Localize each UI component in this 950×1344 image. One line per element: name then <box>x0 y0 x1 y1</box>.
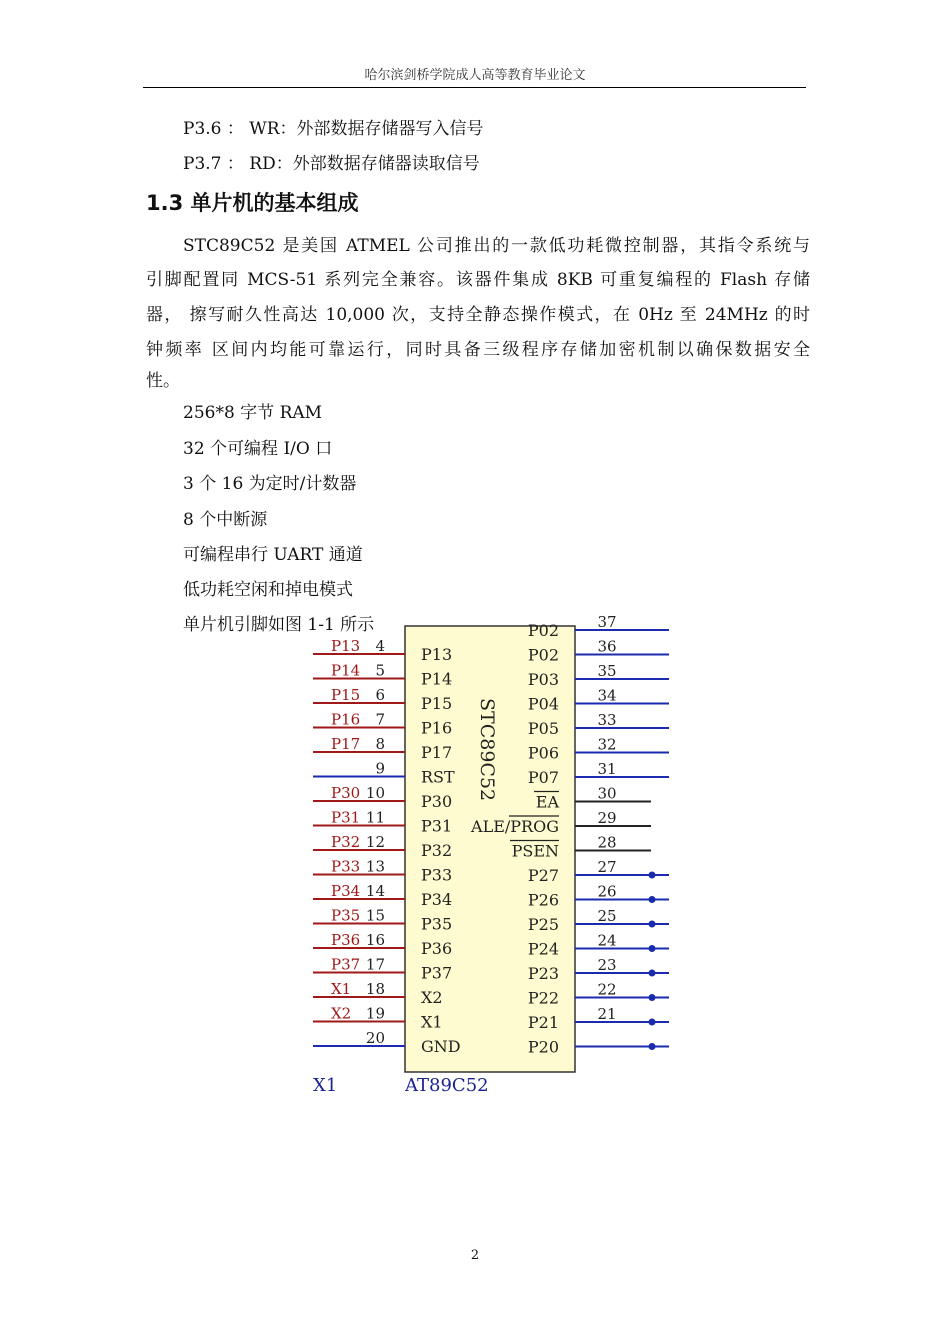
pin-name: P25 <box>527 915 559 934</box>
net-label: P37 <box>331 955 361 974</box>
pin-name: P22 <box>527 988 559 1008</box>
port-line-p36: P3.6 ： WR：外部数据存储器写入信号 <box>183 119 484 139</box>
paragraph-line: 钟频率 区间内均能可靠运行，同时具备三级程序存储加密机制以确保数据安全 <box>146 340 810 360</box>
net-label: P30 <box>331 784 361 802</box>
chip-vertical-name: STC89C52 <box>476 698 498 802</box>
pin-name: P13 <box>421 645 453 664</box>
net-label: P17 <box>331 735 361 753</box>
pin-number: 11 <box>365 808 385 827</box>
net-label: P14 <box>331 661 361 680</box>
pin-name: P31 <box>421 816 453 836</box>
chip-pinout-figure <box>303 613 673 1096</box>
paragraph-line: 引脚配置同 MCS-51 系列完全兼容。该器件集成 8KB 可重复编程的 Flash 存储 <box>146 270 810 290</box>
pin-number: 6 <box>375 686 385 704</box>
pin-number: 8 <box>375 735 385 753</box>
pin-number: 12 <box>365 833 385 851</box>
pin-name: ALE/PROG <box>471 817 559 836</box>
net-label: P32 <box>331 833 361 851</box>
figure-caption: 单片机引脚如图 1-1 所示 <box>183 615 375 635</box>
pin-number: 33 <box>597 711 617 729</box>
pin-name: P34 <box>421 890 453 909</box>
pin-number: 32 <box>597 735 617 754</box>
pin-name: X1 <box>421 1012 443 1032</box>
pin-name: GND <box>421 1037 461 1056</box>
pin-number: 36 <box>597 637 617 656</box>
pin-name: P07 <box>527 768 559 787</box>
header-divider <box>143 87 806 88</box>
chip-pinout-svg <box>303 613 673 1096</box>
pin-number: 20 <box>365 1029 385 1047</box>
pin-number: 26 <box>597 882 617 901</box>
pin-number: 10 <box>365 784 385 802</box>
pin-name: P21 <box>527 1013 559 1032</box>
junction-dot <box>649 1043 656 1050</box>
pin-name: P17 <box>421 743 453 762</box>
pin-number: 35 <box>597 662 617 680</box>
right-pin <box>528 1038 669 1057</box>
pin-name: P15 <box>421 694 453 713</box>
pin-number: 7 <box>375 710 385 729</box>
pin-number: 22 <box>597 980 617 999</box>
pin-name: RST <box>421 767 455 787</box>
pin-number: 19 <box>365 1004 385 1023</box>
pin-name: P02 <box>527 621 559 640</box>
pin-name: P27 <box>527 866 559 885</box>
pin-name: P06 <box>527 743 559 763</box>
net-label: P36 <box>331 931 361 949</box>
pin-name: P05 <box>527 719 559 738</box>
pin-number: 31 <box>597 760 617 778</box>
net-label: P31 <box>331 808 361 827</box>
junction-dot <box>649 872 656 879</box>
pin-number: 27 <box>597 858 617 876</box>
pin-name: P20 <box>527 1037 559 1057</box>
junction-dot <box>649 921 656 928</box>
pin-number: 30 <box>597 784 617 803</box>
feature-item: 8 个中断源 <box>183 510 268 530</box>
pin-number: 17 <box>365 955 385 974</box>
pin-number: 37 <box>597 613 617 631</box>
net-label: P33 <box>331 857 361 876</box>
feature-item: 可编程串行 UART 通道 <box>183 545 363 565</box>
pin-name: P35 <box>421 914 453 934</box>
net-label: X1 <box>331 980 352 998</box>
pin-name: P16 <box>421 718 453 738</box>
pin-name: P03 <box>527 670 559 689</box>
net-label: P35 <box>331 906 361 925</box>
feature-item: 3 个 16 为定时/计数器 <box>183 474 357 494</box>
net-label: P13 <box>331 637 361 655</box>
pin-number: 5 <box>375 661 385 680</box>
pin-name: X2 <box>421 988 443 1007</box>
pin-number: 18 <box>365 980 385 998</box>
pin-name: P36 <box>421 939 453 958</box>
pin-number: 4 <box>375 637 385 655</box>
junction-dot <box>649 896 656 903</box>
net-label: P15 <box>331 686 361 704</box>
pin-name: P26 <box>527 890 559 910</box>
part-label: AT89C52 <box>405 1075 489 1096</box>
pin-number: 15 <box>365 906 385 925</box>
pin-name: P23 <box>527 964 559 983</box>
pin-name: PSEN <box>511 841 559 861</box>
paragraph-line: 性。 <box>146 371 180 391</box>
pin-number: 21 <box>597 1005 617 1023</box>
pin-number: 25 <box>597 907 617 925</box>
pin-number: 14 <box>365 882 385 900</box>
port-line-p37: P3.7 ： RD：外部数据存储器读取信号 <box>183 154 480 174</box>
paragraph-line: 器， 擦写耐久性高达 10,000 次，支持全静态操作模式，在 0Hz 至 24MHz 的时 <box>146 305 810 325</box>
pin-number: 29 <box>597 809 617 827</box>
feature-item: 低功耗空闲和掉电模式 <box>183 580 353 600</box>
junction-dot <box>649 945 656 952</box>
page-header: 哈尔滨剑桥学院成人高等教育毕业论文 <box>364 68 586 83</box>
feature-item: 256*8 字节 RAM <box>183 403 323 423</box>
pin-name: EA <box>535 792 559 812</box>
pin-number: 13 <box>365 857 385 876</box>
pin-number: 28 <box>597 833 617 852</box>
pin-name: P14 <box>421 669 453 689</box>
pin-number: 16 <box>365 931 385 949</box>
right-pin <box>528 613 669 640</box>
pin-name: P24 <box>527 939 559 959</box>
net-label: P16 <box>331 710 361 729</box>
paragraph-line: STC89C52 是美国 ATMEL 公司推出的一款低功耗微控制器，其指令系统与 <box>183 236 810 256</box>
pin-name: P32 <box>421 841 453 860</box>
pin-number: 34 <box>597 686 617 705</box>
section-heading: 1.3 单片机的基本组成 <box>146 191 359 215</box>
pin-name: P04 <box>527 694 559 714</box>
pin-number: 24 <box>597 931 617 950</box>
designator-label: X1 <box>313 1075 338 1096</box>
junction-dot <box>649 994 656 1001</box>
junction-dot <box>649 970 656 977</box>
net-label: X2 <box>331 1004 352 1023</box>
pin-name: P02 <box>527 645 559 665</box>
pin-number: 23 <box>597 956 617 974</box>
page-number: 2 <box>470 1248 480 1263</box>
junction-dot <box>649 1019 656 1026</box>
net-label: P34 <box>331 882 361 900</box>
feature-item: 32 个可编程 I/O 口 <box>183 439 333 459</box>
pin-name: P33 <box>421 865 453 885</box>
pin-number: 9 <box>375 759 385 778</box>
pin-name: P30 <box>421 792 453 811</box>
pin-name: P37 <box>421 963 453 983</box>
